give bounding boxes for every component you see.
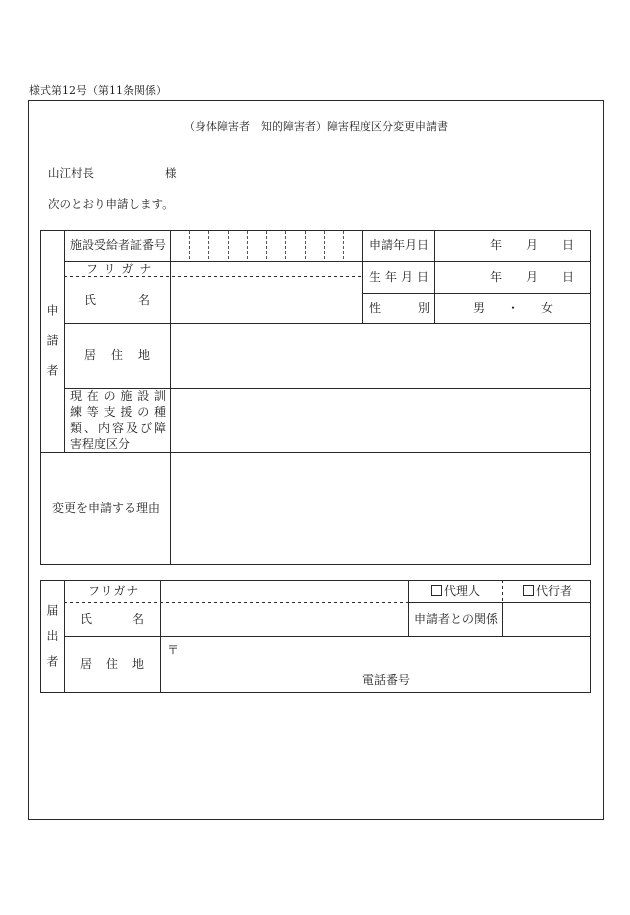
application-date-units: 年 月 日	[490, 238, 581, 252]
proxy-option-label: 代行者	[536, 584, 573, 598]
form-number: 様式第12号（第11条関係）	[29, 84, 167, 97]
current-service-label-line: 類、内容及び障	[70, 421, 166, 435]
certificate-number-label: 施設受給者証番号	[70, 238, 167, 252]
notifier-name-label: 氏名	[80, 612, 185, 626]
notifier-section-label: 届出者	[45, 604, 59, 681]
applicant-section-label: 申請者	[45, 304, 59, 394]
applicant-address-field	[170, 323, 591, 388]
postal-mark: 〒	[167, 643, 180, 657]
agent-option-label: 代理人	[444, 584, 481, 598]
current-service-label-line: 練等支援の種	[70, 405, 166, 419]
application-date-label: 申請年月日	[369, 238, 430, 252]
form-title: （身体障害者 知的障害者）障害程度区分変更申請書	[184, 120, 448, 133]
current-service-field	[170, 388, 591, 452]
application-date-field	[434, 230, 591, 261]
sex-options: 男 ・ 女	[473, 301, 559, 315]
applicant-furigana-label: フリガナ	[86, 262, 158, 276]
birth-date-units: 年 月 日	[490, 270, 581, 284]
notifier-furigana-field	[160, 580, 408, 602]
sex-field	[434, 293, 591, 323]
applicant-name-field	[170, 276, 362, 323]
notifier-address-field	[160, 636, 591, 693]
agent-option	[431, 584, 480, 598]
proxy-option	[523, 584, 572, 598]
notifier-address-label: 居住地	[80, 657, 159, 671]
notifier-name-field	[160, 602, 408, 636]
sex-label: 性別	[369, 301, 468, 315]
intro-text: 次のとおり申請します。	[48, 197, 174, 211]
change-reason-label: 変更を申請する理由	[52, 501, 161, 515]
phone-number-label: 電話番号	[362, 673, 411, 687]
agent-option-cell	[408, 580, 502, 602]
applicant-name-label: 氏名	[84, 293, 193, 307]
certificate-number-field	[170, 230, 362, 261]
checkbox-icon	[523, 585, 534, 596]
current-service-label	[70, 388, 166, 452]
change-reason-field	[170, 452, 591, 565]
applicant-furigana-field	[170, 261, 362, 276]
relationship-label: 申請者との関係	[414, 612, 499, 626]
applicant-address-label: 居住地	[84, 348, 166, 362]
current-service-label-line: 現在の施設訓	[70, 389, 166, 403]
notifier-furigana-label: フリガナ	[88, 584, 140, 598]
addressee-honorific: 様	[165, 166, 177, 180]
birth-date-field	[434, 261, 591, 293]
proxy-option-cell	[502, 580, 591, 602]
current-service-label-line: 害程度区分	[70, 437, 131, 451]
addressee-name: 山江村長	[48, 166, 94, 180]
checkbox-icon	[431, 585, 442, 596]
relationship-field	[502, 602, 591, 636]
birth-date-label: 生年月日	[369, 270, 434, 284]
